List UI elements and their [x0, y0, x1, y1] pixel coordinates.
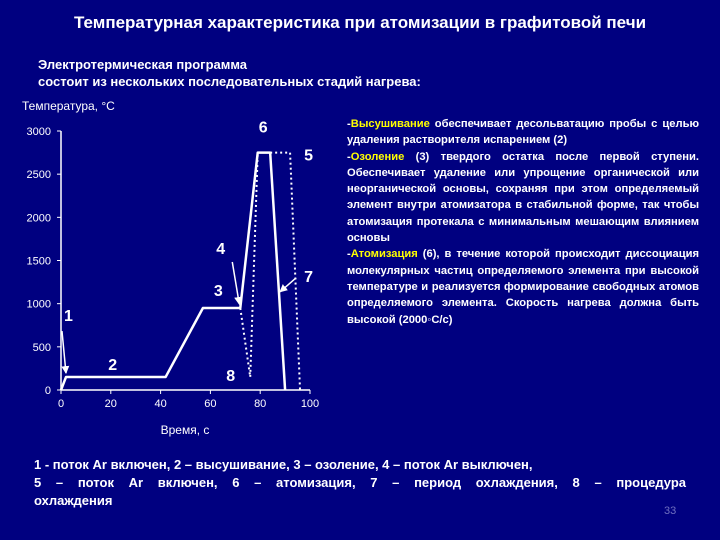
y-tick-label: 3000: [26, 126, 51, 138]
stage-label-8: 8: [226, 368, 236, 386]
desc-drying-text: обеспечивает десольватацию пробы с целью удаления растворителя испарением (2): [347, 118, 699, 147]
desc-atomization-term: Атомизация: [350, 248, 418, 261]
stage-arrow-1: [62, 331, 66, 373]
y-tick-label: 0: [44, 385, 51, 397]
stage-arrow-7: [280, 278, 296, 292]
y-tick-label: 500: [32, 341, 51, 354]
footer-line-3: охлаждения: [34, 493, 113, 508]
stage-label-3: 3: [213, 282, 223, 300]
intro-line-1: Электротермическая программа: [38, 57, 248, 72]
x-tick-label: 80: [254, 398, 267, 410]
temperature-program-line: [61, 153, 285, 390]
stage-description: [347, 116, 699, 328]
desc-ashing: [347, 149, 699, 247]
x-tick-label: 40: [154, 398, 167, 410]
x-tick-label: 20: [104, 398, 117, 410]
x-axis-label: Время, с: [160, 423, 210, 437]
stage-label-6: 6: [258, 119, 268, 137]
footer-line-2: 5 – поток Ar включен, 6 – атомизация, 7 – период охлаждения, 8 – процедура: [34, 475, 686, 490]
desc-ashing-term: Озоление: [350, 150, 405, 163]
y-tick-label: 1500: [26, 255, 51, 268]
desc-drying: [347, 116, 699, 149]
desc-ashing-text: (3) твердого остатка после первой ступени. Обеспечивает удаление или упрощение органической или неорганической основы, сохраняя при этом определяемый элемент внутри атомизатора в стабильной форме, так чтобы атомизация протекала с минимальным мешающим влиянием основы: [347, 150, 699, 245]
legend-footer: [34, 456, 686, 510]
x-tick-label: 100: [300, 398, 320, 410]
footer-line-1: 1 - поток Ar включен, 2 – высушивание, 3 – озоление, 4 – поток Ar выключен,: [34, 457, 533, 472]
y-tick-label: 1000: [26, 298, 51, 311]
y-tick-label: 2000: [26, 212, 51, 225]
chart-axes: [61, 131, 310, 390]
desc-atomization-dash: -: [347, 248, 351, 261]
intro-line-2: состоит из нескольких последовательных стадий нагрева:: [38, 74, 421, 89]
stage-label-5: 5: [304, 147, 313, 165]
chart-ticks: [27, 126, 320, 410]
desc-ashing-dash: -: [347, 150, 351, 163]
desc-drying-dash: -: [347, 118, 351, 130]
x-tick-label: 0: [57, 398, 65, 410]
desc-drying-term: Высушивание: [350, 118, 430, 130]
dotted-transition-line-2: [270, 153, 300, 390]
desc-atomization-text: (6), в течение которой происходит диссоциация молекулярных частиц определяемого элемента при высокой температуре и реализуется формирование свободных атомов определяемого элемента. Скорость нагрева должна быть высокой (2000◦С/с): [347, 248, 699, 326]
stage-label-7: 7: [304, 268, 314, 286]
stage-label-2: 2: [108, 357, 118, 375]
page-number: 33: [664, 505, 677, 517]
stage-label-4: 4: [216, 240, 226, 258]
stage-label-1: 1: [63, 308, 73, 326]
y-axis-label: Температура, °С: [22, 99, 115, 113]
stage-arrow-4: [232, 262, 239, 304]
x-tick-label: 60: [204, 398, 217, 410]
desc-atomization: [347, 246, 699, 327]
slide-title: Температурная характеристика при атомизации в графитовой печи: [73, 13, 647, 32]
chart-series: [61, 153, 300, 390]
y-tick-label: 2500: [26, 169, 51, 182]
